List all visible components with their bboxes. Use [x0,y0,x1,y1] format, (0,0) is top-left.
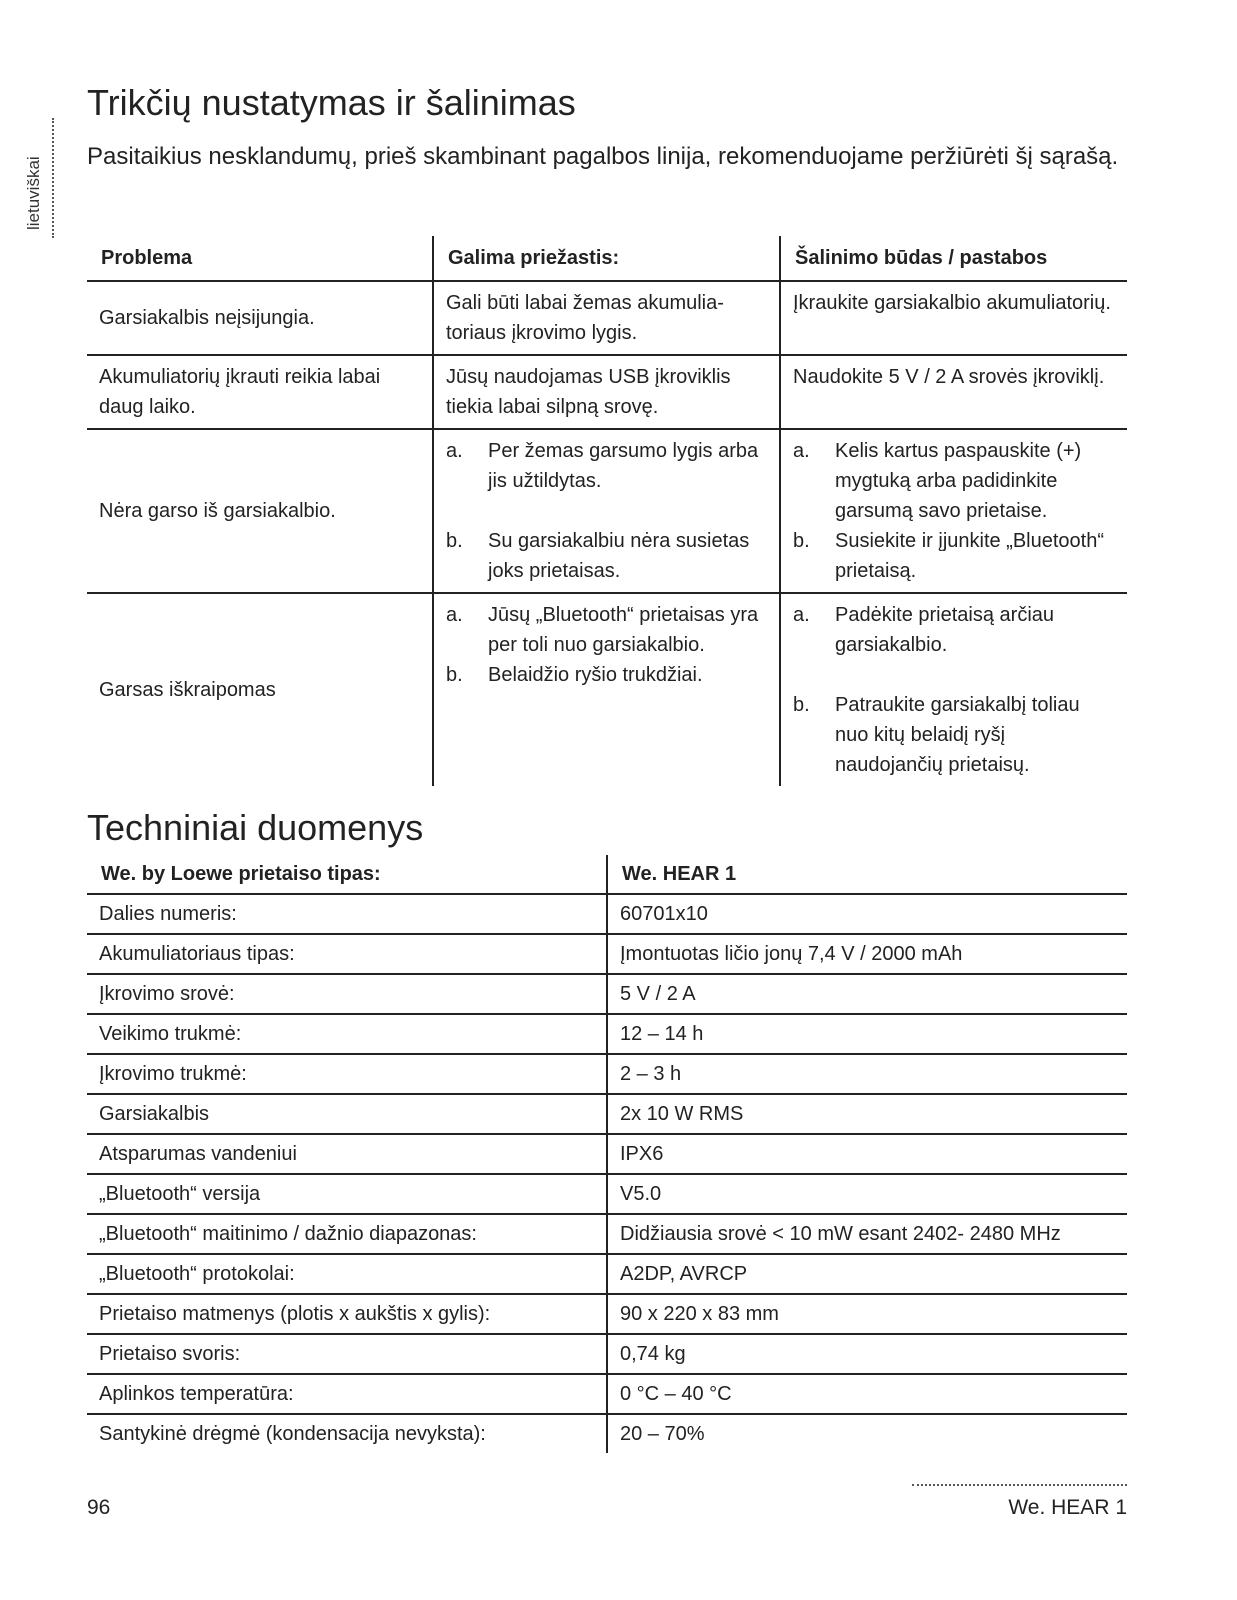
header-cause: Galima priežastis: [433,236,780,281]
list-text: Belaidžio ryšio trukdžiai. [488,664,703,686]
footer-divider [912,1484,1127,1486]
spec-value: V5.0 [607,1174,1127,1214]
cause-cell [433,593,780,786]
list-text: Kelis kartus paspauskite (+) mygtuką arba padidinkite garsumą savo prietaise. [835,440,1082,522]
table-header-row [87,236,1127,281]
table-row [87,1214,1127,1254]
table-row [87,1094,1127,1134]
list-text: Patraukite garsiakalbį toliau nuo kitų belaidį ryšį naudojančių prietaisų. [835,694,1080,776]
table-row [87,1414,1127,1453]
problem-cell: Akumuliatorių įkrauti reikia labai daug laiko. [87,355,433,429]
list-label: a. [793,440,810,462]
spec-value: Įmontuotas ličio jonų 7,4 V / 2000 mAh [607,934,1127,974]
language-side-tab [22,118,58,238]
cause-cell: Jūsų naudojamas USB įkroviklis tiekia labai silpną srovę. [433,355,780,429]
cause-cell: Gali būti labai žemas akumuliatoriaus įkrovimo lygis. [433,281,780,355]
spec-value: 2x 10 W RMS [607,1094,1127,1134]
specs-title: Techniniai duomenys [87,807,424,848]
list-label: a. [793,604,810,626]
spec-value: 5 V / 2 A [607,974,1127,1014]
table-row [87,1134,1127,1174]
list-item [446,660,769,690]
specs-header-value: We. HEAR 1 [607,855,1127,894]
list-text: Su garsiakalbiu nėra susietas joks prietaisas. [488,530,750,582]
table-row [87,894,1127,934]
table-row [87,355,1127,429]
spec-value: Didžiausia srovė < 10 mW esant 2402- 2480 MHz [607,1214,1127,1254]
spec-value: 0,74 kg [607,1334,1127,1374]
table-row [87,593,1127,786]
spec-value: 90 x 220 x 83 mm [607,1294,1127,1334]
spec-label: Garsiakalbis [87,1094,607,1134]
spec-value: 20 – 70% [607,1414,1127,1453]
solution-cell: Naudokite 5 V / 2 A srovės įkroviklį. [780,355,1127,429]
list-item [446,436,769,496]
spec-label: Atsparumas vandeniui [87,1134,607,1174]
solution-cell [780,429,1127,593]
spec-value: 0 °C – 40 °C [607,1374,1127,1414]
table-row [87,429,1127,593]
header-solution: Šalinimo būdas / pastabos [780,236,1127,281]
list-label: a. [446,440,463,462]
list-item [446,600,769,660]
list-label: b. [446,664,463,686]
problem-cell: Garsas iškraipomas [99,679,276,701]
table-row [87,1014,1127,1054]
list-item [793,600,1117,660]
troubleshooting-title: Trikčių nustatymas ir šalinimas [87,82,576,123]
spec-label: Veikimo trukmė: [87,1014,607,1054]
page-number: 96 [87,1496,111,1519]
spec-label: Įkrovimo srovė: [87,974,607,1014]
list-item [446,526,769,586]
table-row [87,1374,1127,1414]
table-row [87,1294,1127,1334]
list-text: Jūsų „Bluetooth“ prietaisas yra per toli nuo garsiakalbio. [488,604,759,656]
table-row [87,281,1127,355]
problem-cell: Garsiakalbis neįsijungia. [87,281,433,355]
list-label: b. [793,530,810,552]
list-text: Padėkite prietaisą arčiau garsiakalbio. [835,604,1055,656]
list-label: b. [793,694,810,716]
spec-label: „Bluetooth“ protokolai: [87,1254,607,1294]
problem-cell: Nėra garso iš garsiakalbio. [87,429,433,593]
specs-header-label: We. by Loewe prietaiso tipas: [87,855,607,894]
table-row [87,1054,1127,1094]
spec-label: Prietaiso svoris: [87,1334,607,1374]
header-problem: Problema [87,236,433,281]
spec-value: 60701x10 [607,894,1127,934]
spec-label: Aplinkos temperatūra: [87,1374,607,1414]
spec-label: Santykinė drėgmė (kondensacija nevyksta): [99,1422,486,1445]
list-text: Per žemas garsumo lygis arba jis užtildytas. [488,440,759,492]
troubleshooting-intro: Pasitaikius nesklandumų, prieš skambinant pagalbos linija, rekomenduojame peržiūrėti šį sąrašą. [87,143,1119,170]
list-item [793,436,1117,526]
table-row [87,934,1127,974]
table-row [87,1334,1127,1374]
spec-label: Įkrovimo trukmė: [87,1054,607,1094]
cause-cell [433,429,780,593]
spec-value: 2 – 3 h [607,1054,1127,1094]
spec-label: „Bluetooth“ versija [87,1174,607,1214]
troubleshooting-table [87,236,1127,786]
solution-cell: Įkraukite garsiakalbio akumuliatorių. [780,281,1127,355]
spec-value: 12 – 14 h [607,1014,1127,1054]
list-item [793,690,1117,780]
spec-label: Akumuliatoriaus tipas: [87,934,607,974]
specs-table [87,855,1127,1453]
list-text: Susiekite ir įjunkite „Bluetooth“ prietaisą. [835,530,1105,582]
list-item [793,526,1117,586]
spec-value: IPX6 [607,1134,1127,1174]
language-label: lietuviškai [24,156,43,230]
footer-product-name: We. HEAR 1 [1008,1496,1127,1519]
solution-cell [780,593,1127,786]
table-row [87,1174,1127,1214]
specs-header-row [87,855,1127,894]
table-row [87,974,1127,1014]
spec-label: Dalies numeris: [87,894,607,934]
list-label: a. [446,604,463,626]
side-tab-divider [52,118,54,238]
spec-value: A2DP, AVRCP [607,1254,1127,1294]
table-row [87,1254,1127,1294]
spec-label: „Bluetooth“ maitinimo / dažnio diapazonas: [87,1214,607,1254]
list-label: b. [446,530,463,552]
spec-label: Prietaiso matmenys (plotis x aukštis x gylis): [87,1294,607,1334]
